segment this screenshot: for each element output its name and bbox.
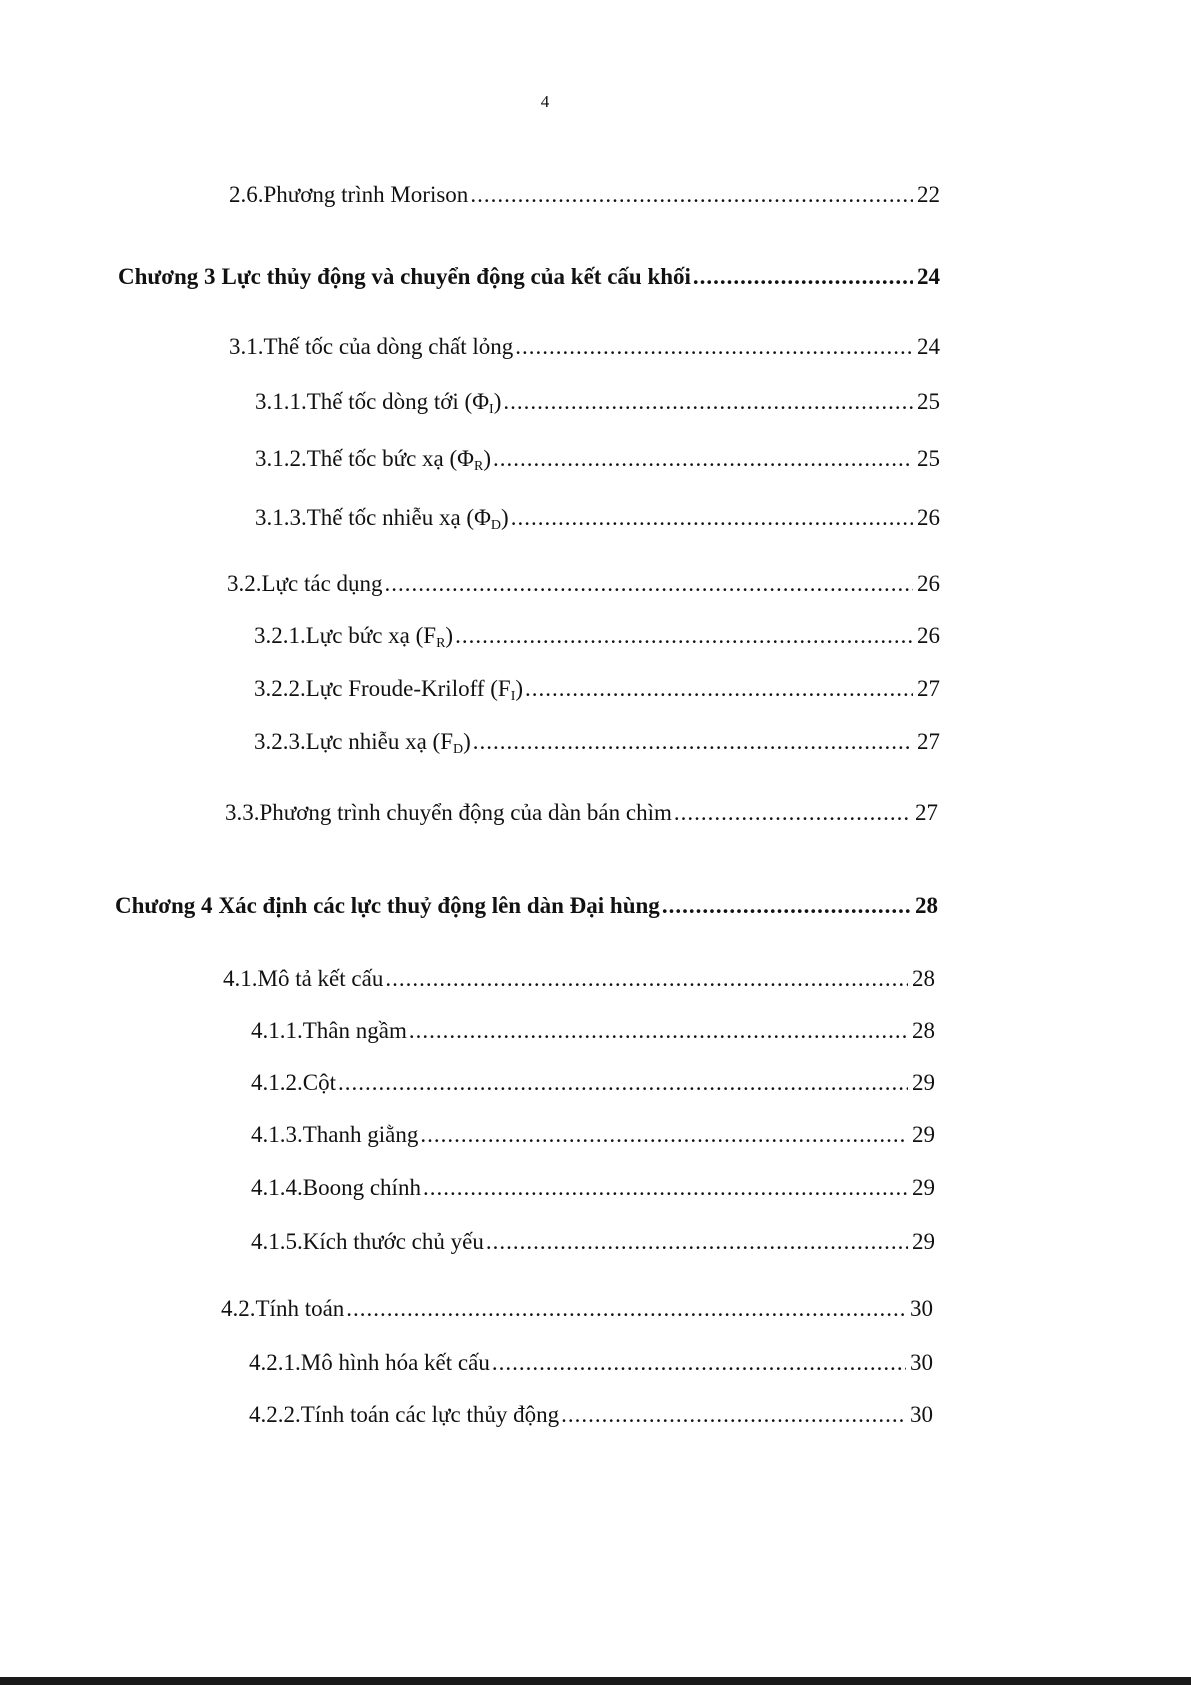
toc-entry-number: 4.1.5. [251, 1229, 303, 1254]
toc-entry-page: 27 [917, 729, 940, 754]
toc-leader-dots [338, 1070, 908, 1096]
toc-entry-page: 27 [917, 676, 940, 701]
toc-leader-dots [385, 966, 908, 992]
toc-entry-3-1-1[interactable] [255, 389, 940, 423]
toc-leader-dots [423, 1175, 908, 1201]
toc-entry-3-2-2[interactable] [254, 676, 940, 710]
toc-entry-title: Lực Froude-Kriloff $(F_I)$ [305, 676, 524, 704]
toc-entry-number: 4.1.3. [251, 1122, 303, 1147]
toc-leader-dots [346, 1296, 906, 1322]
toc-entry-number: 4.2. [221, 1296, 256, 1321]
toc-leader-dots [674, 800, 911, 826]
toc-entry-title: Thanh giằng [302, 1122, 419, 1147]
toc-entry-title: Phương trình chuyển động của dàn bán chìm [259, 800, 672, 825]
toc-leader-dots [503, 389, 913, 415]
toc-entry-title: Kích thước chủ yếu [302, 1229, 484, 1254]
toc-entry-title: Thế tốc dòng tới $(\Phi_I)$ [306, 389, 502, 417]
toc-entry-4-1-4[interactable] [251, 1175, 935, 1209]
toc-entry-number: 4.1.4. [251, 1175, 303, 1200]
toc-entry-number: 4.2.2. [249, 1402, 301, 1427]
toc-entry-page: 29 [912, 1229, 935, 1254]
toc-entry-3-2-3[interactable] [254, 729, 940, 763]
toc-chapter-title: Lực thủy động và chuyển động của kết cấu khối [221, 264, 691, 289]
toc-entry-number: 3.2. [227, 571, 262, 596]
toc-leader-dots [455, 623, 913, 649]
toc-leader-dots [492, 1350, 906, 1376]
toc-entry-4-2-2[interactable] [249, 1402, 933, 1436]
toc-chapter-page: 28 [915, 893, 938, 918]
toc-entry-title: Lực nhiễu xạ $(F_D)$ [305, 729, 471, 757]
toc-entry-title: Thân ngầm [302, 1018, 407, 1043]
toc-entry-number: 4.1.2. [251, 1070, 303, 1095]
toc-leader-dots [561, 1402, 906, 1428]
toc-entry-page: 30 [910, 1350, 933, 1375]
toc-entry-number: 3.1.1. [255, 389, 307, 414]
toc-entry-4-1-2[interactable] [251, 1070, 935, 1104]
toc-entry-page: 25 [917, 446, 940, 471]
toc-entry-number: 3.1.3. [255, 505, 307, 530]
toc-leader-dots [470, 182, 913, 208]
toc-entry-number: 3.1.2. [255, 446, 307, 471]
toc-entry-page: 26 [917, 505, 940, 530]
toc-chapter-number: Chương 4 [115, 893, 213, 918]
toc-leader-dots [525, 676, 913, 702]
toc-entry-page: 30 [910, 1296, 933, 1321]
toc-leader-dots [515, 334, 913, 360]
toc-entry-title: Mô tả kết cấu [257, 966, 384, 991]
toc-entry-3-2[interactable] [227, 571, 940, 605]
toc-entry-page: 29 [912, 1175, 935, 1200]
toc-entry-title: Lực bức xạ $(F_R)$ [305, 623, 454, 651]
toc-entry-4-1-3[interactable] [251, 1122, 935, 1156]
toc-entry-3-1[interactable] [229, 334, 940, 368]
toc-entry-page: 26 [917, 623, 940, 648]
toc-leader-dots [662, 893, 911, 919]
toc-entry-4-1[interactable] [223, 966, 935, 1000]
toc-entry-title: Thế tốc nhiễu xạ $(\Phi_D)$ [306, 505, 509, 533]
toc-entry-2-6[interactable] [229, 182, 940, 216]
toc-entry-4-1-5[interactable] [251, 1229, 935, 1263]
toc-entry-page: 22 [917, 182, 940, 207]
toc-entry-page: 26 [917, 571, 940, 596]
toc-entry-title: Tính toán [255, 1296, 345, 1321]
toc-entry-number: 3.1. [229, 334, 264, 359]
toc-entry-page: 28 [912, 1018, 935, 1043]
toc-leader-dots [473, 729, 913, 755]
toc-leader-dots [409, 1018, 908, 1044]
toc-entry-number: 4.2.1. [249, 1350, 301, 1375]
toc-entry-number: 4.1. [223, 966, 258, 991]
toc-chapter-4[interactable] [115, 893, 938, 927]
toc-entry-page: 25 [917, 389, 940, 414]
toc-entry-4-1-1[interactable] [251, 1018, 935, 1052]
toc-entry-3-2-1[interactable] [254, 623, 940, 657]
toc-entry-page: 30 [910, 1402, 933, 1427]
scan-bottom-border [0, 1677, 1191, 1685]
toc-entry-title: Lực tác dụng [261, 571, 383, 596]
toc-chapter-page: 24 [917, 264, 940, 289]
toc-entry-page: 27 [915, 800, 938, 825]
toc-entry-page: 24 [917, 334, 940, 359]
toc-leader-dots [486, 1229, 908, 1255]
toc-entry-3-3[interactable] [225, 800, 938, 834]
toc-chapter-title: Xác định các lực thuỷ động lên dàn Đại hùng [218, 893, 660, 918]
page-number: 4 [540, 92, 550, 111]
toc-entry-4-2[interactable] [221, 1296, 933, 1330]
toc-entry-3-1-3[interactable] [255, 505, 940, 539]
toc-entry-page: 29 [912, 1122, 935, 1147]
toc-entry-number: 3.2.2. [254, 676, 306, 701]
toc-leader-dots [385, 571, 913, 597]
toc-leader-dots [420, 1122, 908, 1148]
toc-leader-dots [511, 505, 913, 531]
toc-entry-page: 29 [912, 1070, 935, 1095]
toc-leader-dots [693, 264, 913, 290]
toc-entry-number: 3.3. [225, 800, 260, 825]
toc-entry-4-2-1[interactable] [249, 1350, 933, 1384]
toc-entry-title: Thế tốc bức xạ $(\Phi_R)$ [306, 446, 491, 474]
toc-leader-dots [493, 446, 913, 472]
toc-entry-number: 2.6. [229, 182, 264, 207]
toc-entry-title: Thế tốc của dòng chất lỏng [263, 334, 514, 359]
toc-entry-title: Boong chính [302, 1175, 421, 1200]
toc-entry-title: Phương trình Morison [263, 182, 469, 207]
toc-entry-page: 28 [912, 966, 935, 991]
toc-chapter-number: Chương 3 [118, 264, 216, 289]
toc-chapter-3[interactable] [118, 264, 940, 298]
toc-entry-3-1-2[interactable] [255, 446, 940, 480]
toc-entry-number: 3.2.1. [254, 623, 306, 648]
toc-entry-title: Mô hình hóa kết cấu [300, 1350, 490, 1375]
toc-entry-number: 4.1.1. [251, 1018, 303, 1043]
toc-entry-title: Tính toán các lực thủy động [300, 1402, 560, 1427]
toc-entry-number: 3.2.3. [254, 729, 306, 754]
toc-entry-title: Cột [302, 1070, 336, 1095]
